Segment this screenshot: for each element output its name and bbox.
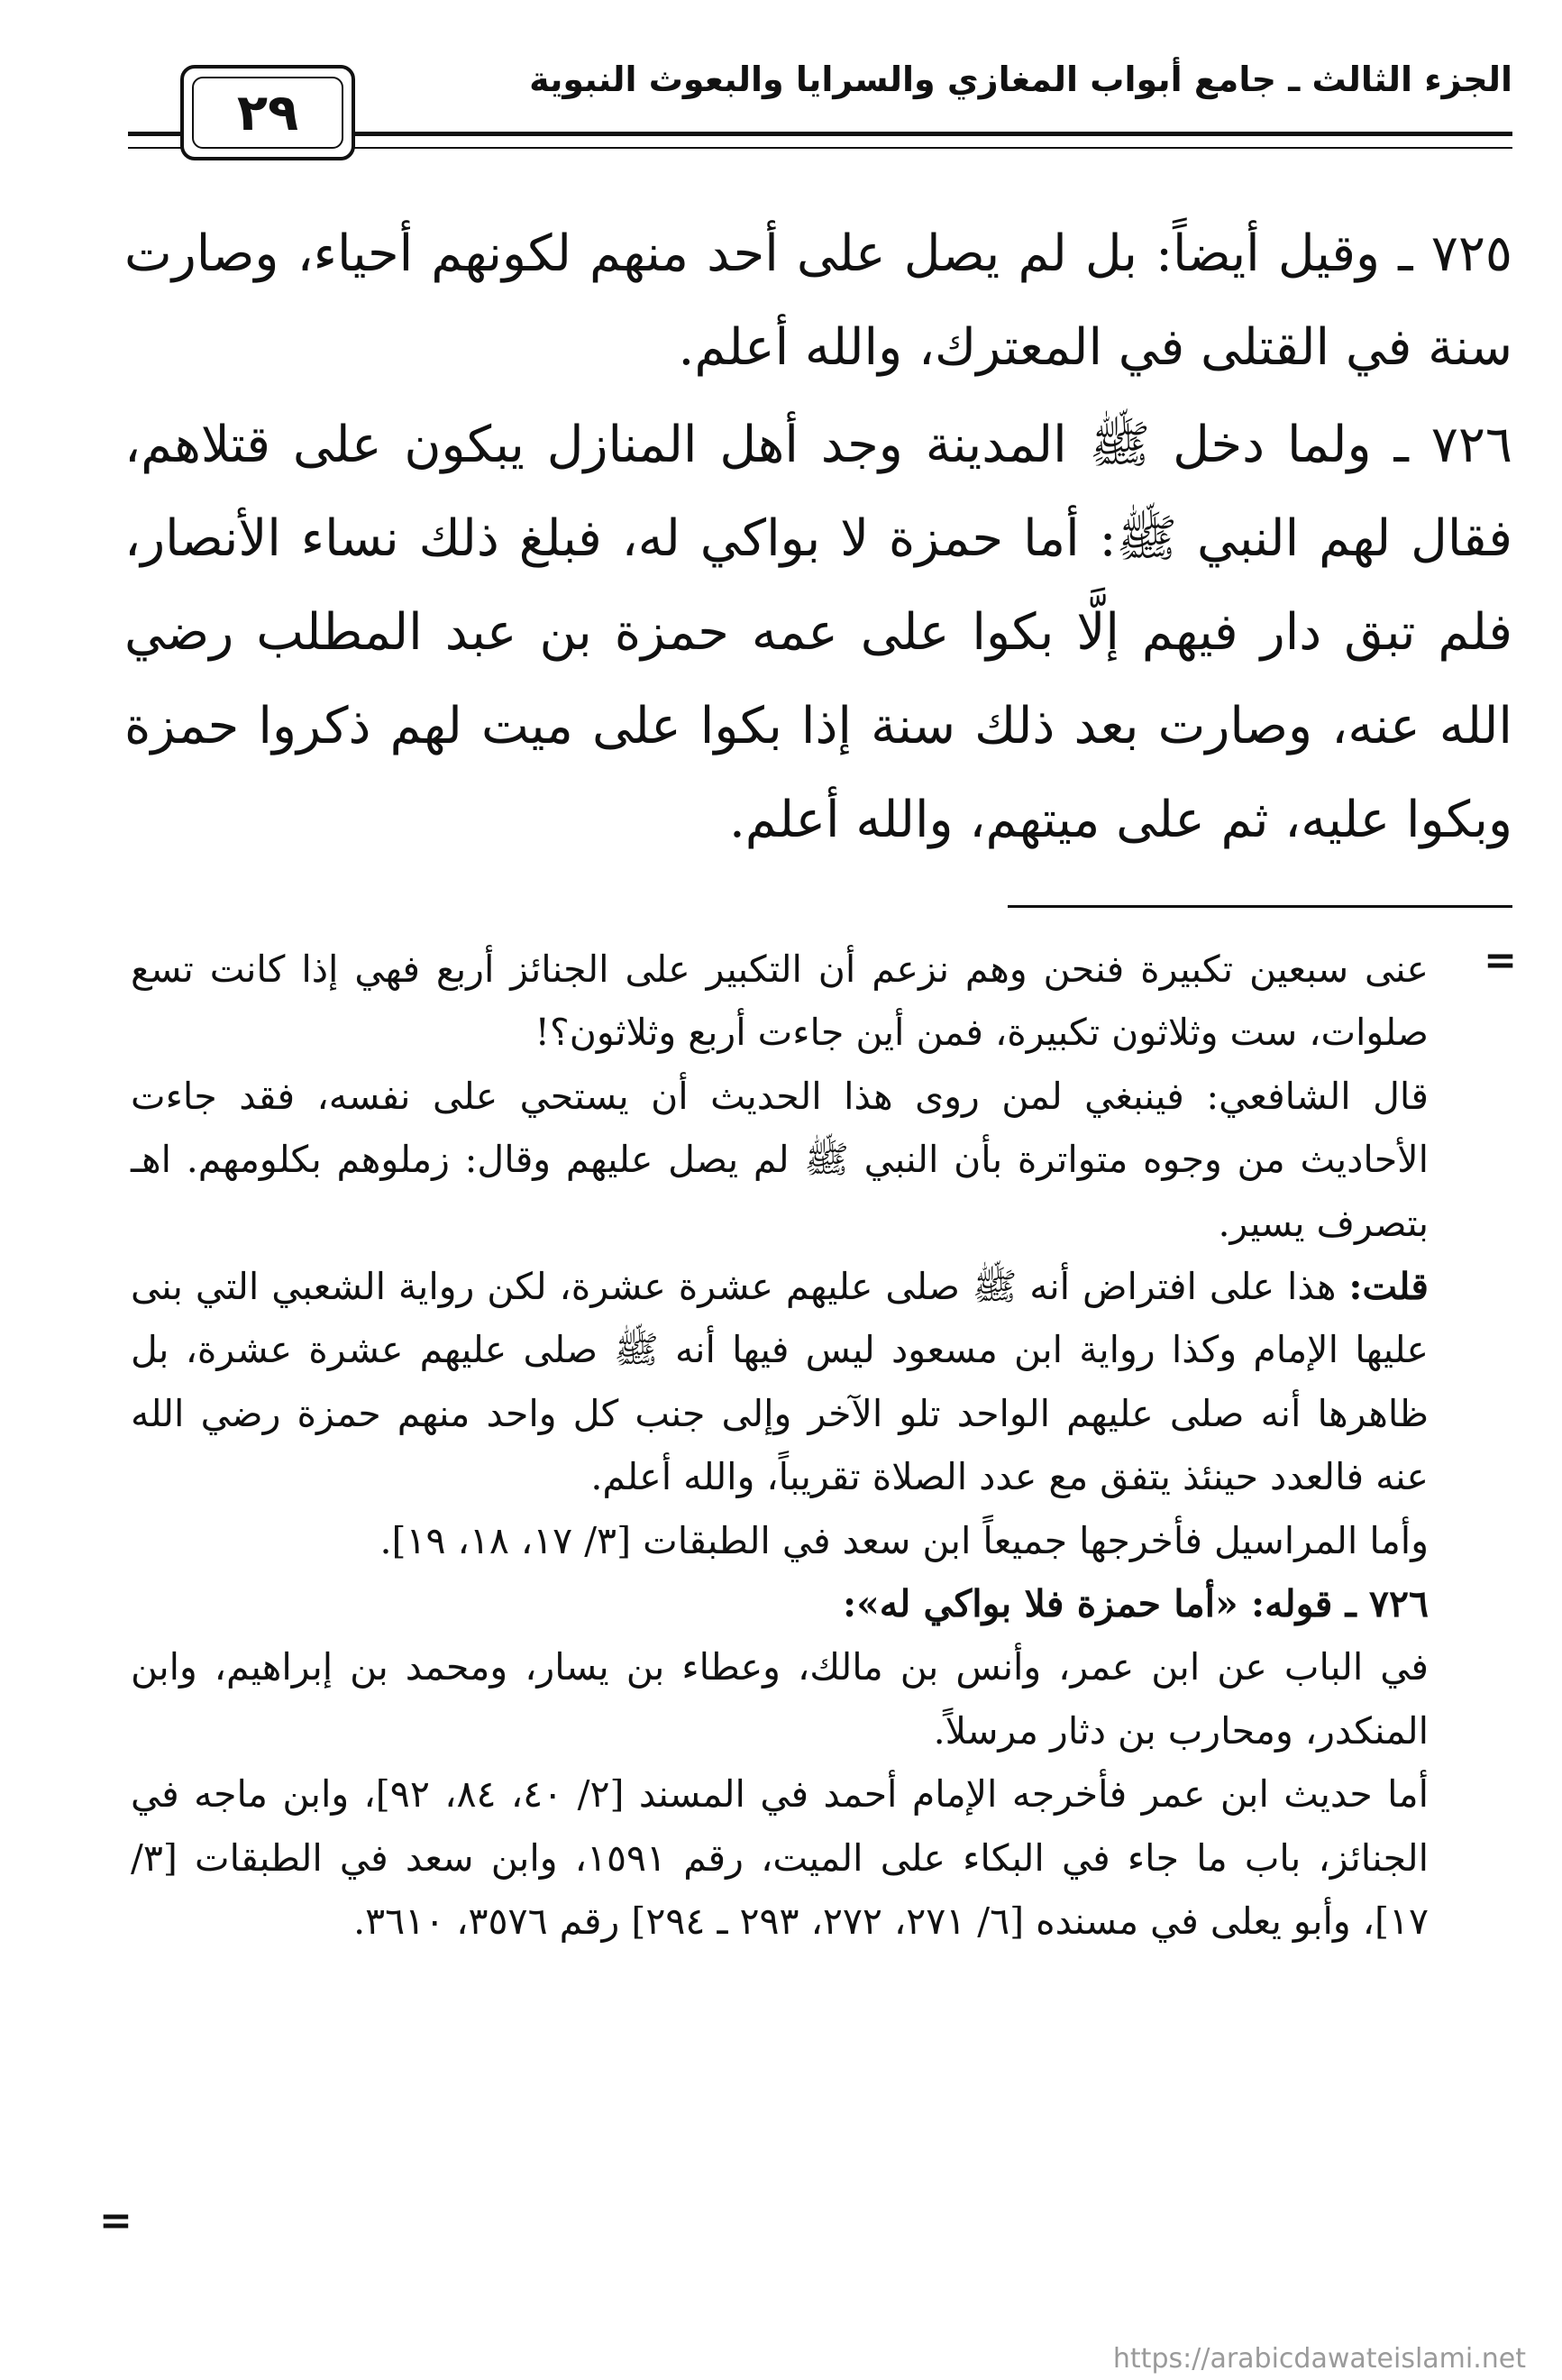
footnote-paragraph: عنى سبعين تكبيرة فنحن وهم نزعم أن التكبير على الجنائز أربع فهي إذا كانت تسع صلوات، ست وثلاثون تكبيرة، فمن أين جاءت أربع وثلاثون؟! [131,947,1429,1055]
footnote-paragraph: في الباب عن ابن عمر، وأنس بن مالك، وعطاء بن يسار، ومحمد بن إبراهيم، وابن المنكدر، ومحارب بن دثار مرسلاً. [131,1645,1429,1753]
page-number-frame [180,65,355,160]
running-title: الجزء الثالث ـ جامع أبواب المغازي والسرايا والبعوث النبوية [529,60,1512,99]
footnote-text: هذا على افتراض أنه ﷺ صلى عليهم عشرة عشرة، لكن رواية الشعبي التي بنى عليها الإمام وكذا رواية ابن مسعود ليس فيها أنه ﷺ صلى عليهم عشرة عشرة، بل ظاهرها أنه صلى عليهم الواحد تلو الآخر وإلى جنب كل واحد منهم حمزة رضي الله عنه فالعدد حينئذ يتفق مع عدد الصلاة تقريباً، والله أعلم. [131,1265,1429,1499]
watermark-url: https://arabicdawateislami.net [1112,2343,1526,2375]
footnote-paragraph: أما حديث ابن عمر فأخرجه الإمام أحمد في المسند [٢/ ٤٠، ٨٤، ٩٢]، وابن ماجه في الجنائز، باب ما جاء في البكاء على الميت، رقم ١٥٩١، وابن سعد في الطبقات [٣/ ١٧]، وأبو يعلى في مسنده [٦/ ٢٧١، ٢٧٢، ٢٩٣ ـ ٢٩٤] رقم ٣٥٧٦، ٣٦١٠. [131,1772,1430,1944]
footnote-paragraph: قال الشافعي: فينبغي لمن روى هذا الحديث أن يستحي على نفسه، فقد جاءت الأحاديث من وجوه متواترة بأن النبي ﷺ لم يصل عليهم وقال: زملوهم بكلومهم. اهـ بتصرف يسير. [131,1074,1429,1245]
paragraph-726: ٧٢٦ ـ ولما دخل ﷺ المدينة وجد أهل المنازل يبكون على قتلاهم، فقال لهم النبي ﷺ: أما حمزة لا بواكي له، فبلغ ذلك نساء الأنصار، فلم تبق دار فيهم إلَّا بكوا على عمه حمزة بن عبد المطلب رضي الله عنه، وصارت بعد ذلك سنة إذا بكوا على ميت لهم ذكروا حمزة وبكوا عليه، ثم على ميتهم، والله أعلم. [124,416,1512,849]
footnote-heading: ٧٢٦ ـ قوله: «أما حمزة فلا بواكي له»: [843,1582,1429,1626]
footnote-label: قلت: [1348,1265,1429,1309]
main-text [124,207,1512,871]
footnote-paragraph: وأما المراسيل فأخرجها جميعاً ابن سعد في الطبقات [٣/ ١٧، ١٨، ١٩]. [379,1518,1429,1562]
footnotes [131,938,1429,1954]
paragraph-725: ٧٢٥ ـ وقيل أيضاً: بل لم يصل على أحد منهم لكونهم أحياء، وصارت سنة في القتلى في المعترك، والله أعلم. [124,224,1512,377]
continuation-mark-bottom: = [99,2198,132,2244]
continuation-mark-top: = [1484,938,1517,984]
footnote-separator [1008,905,1512,908]
page-number: ٢٩ [192,77,343,149]
footnote-paragraph [131,1255,1429,1509]
